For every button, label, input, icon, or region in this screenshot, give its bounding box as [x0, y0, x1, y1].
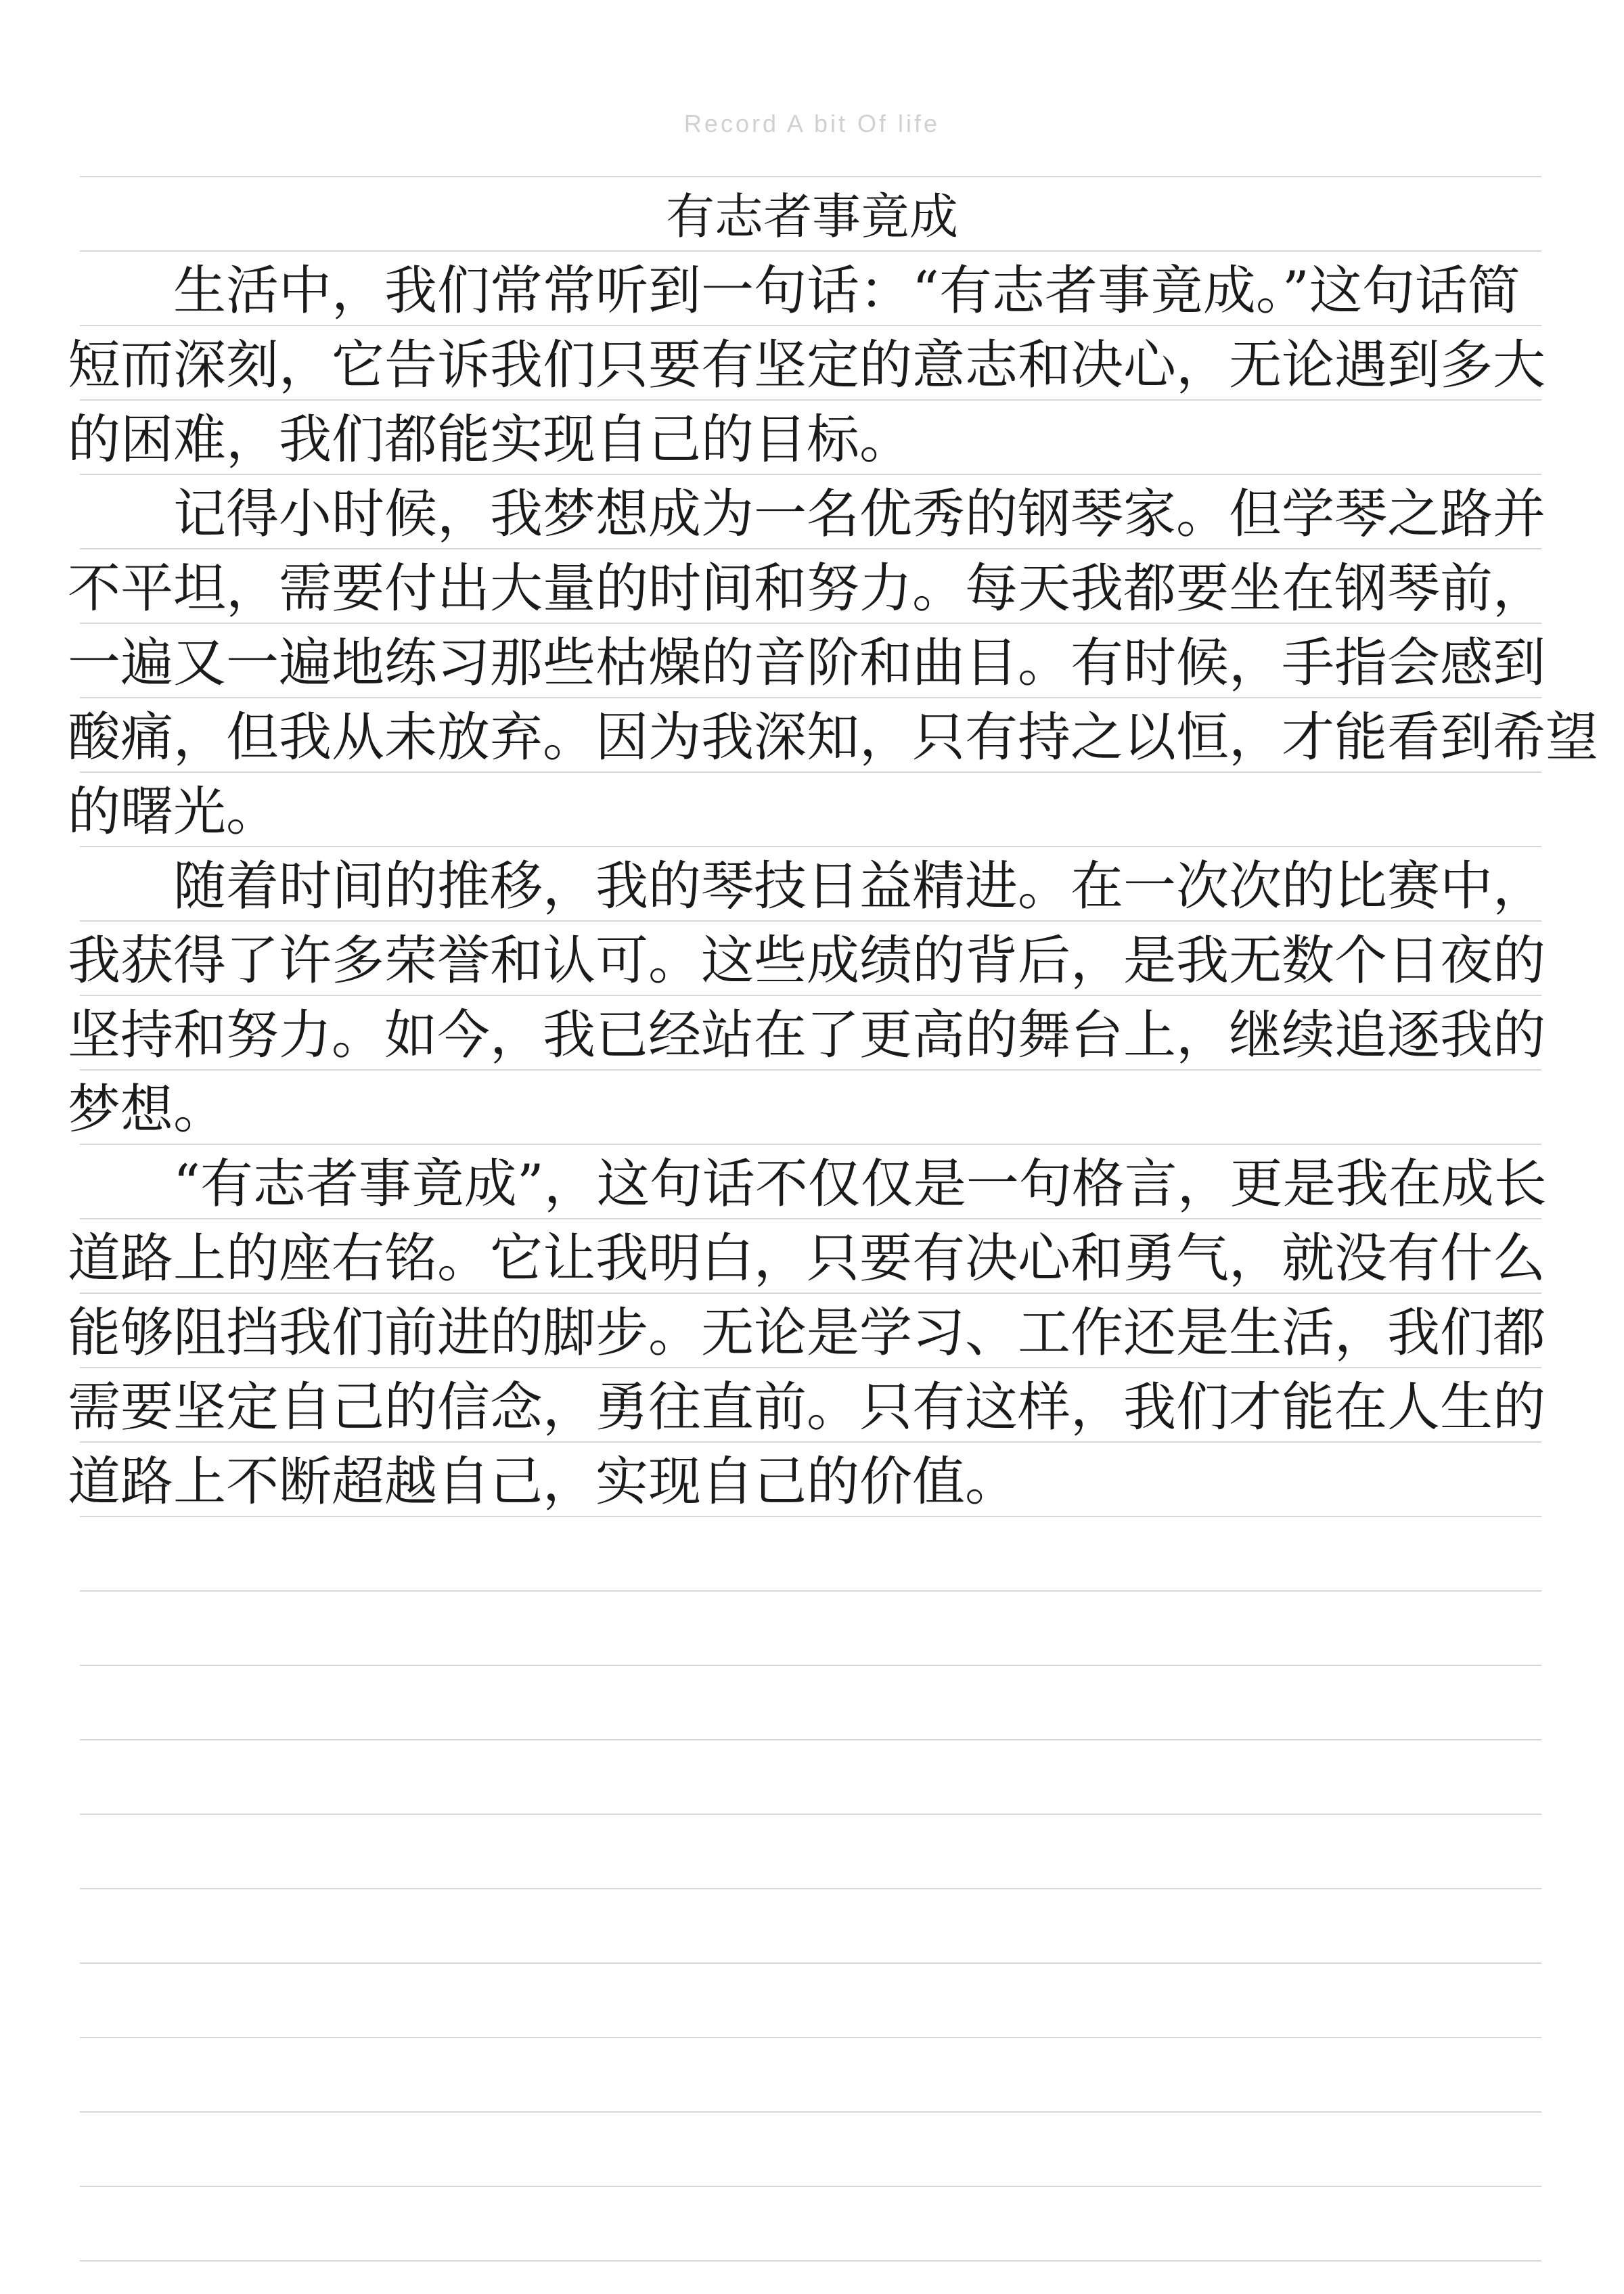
text-line: 能够阻挡我们前进的脚步。无论是学习、工作还是生活，我们都: [68, 1303, 1546, 1364]
text-line: 不平坦，需要付出大量的时间和努力。每天我都要坐在钢琴前，: [68, 558, 1546, 619]
ruled-line: [80, 1144, 1541, 1145]
text-line: 短而深刻，它告诉我们只要有坚定的意志和决心，无论遇到多大: [68, 335, 1546, 396]
page-header: Record A bit Of life: [683, 110, 941, 137]
ruled-line: [80, 176, 1541, 177]
text-line: 需要坚定自己的信念，勇往直前。只有这样，我们才能在人生的: [68, 1377, 1546, 1438]
ruled-line: [80, 2037, 1541, 2038]
ruled-line: [80, 2111, 1541, 2113]
ruled-line: [80, 1888, 1541, 1889]
text-line: 一遍又一遍地练习那些枯燥的音阶和曲目。有时候，手指会感到: [68, 633, 1546, 694]
ruled-line: [80, 2186, 1541, 2187]
text-line: “有志者事竟成”，这句话不仅仅是一句格言，更是我在成长: [68, 1154, 1547, 1215]
ruled-line: [80, 1739, 1541, 1740]
text-line: 坚持和努力。如今，我已经站在了更高的舞台上，继续追逐我的: [68, 1005, 1546, 1066]
text-line: 梦想。: [68, 1079, 227, 1140]
text-line: 的曙光。: [68, 782, 279, 842]
ruled-line: [80, 1590, 1541, 1592]
text-line: 酸痛，但我从未放弃。因为我深知，只有持之以恒，才能看到希望: [68, 707, 1599, 768]
text-line: 随着时间的推移，我的琴技日益精进。在一次次的比赛中，: [68, 856, 1546, 917]
text-line: 生活中，我们常常听到一句话：“有志者事竟成。”这句话简: [68, 261, 1520, 321]
ruled-line: [80, 1962, 1541, 1964]
text-line: 记得小时候，我梦想成为一名优秀的钢琴家。但学琴之路并: [68, 484, 1546, 545]
text-line: 的困难，我们都能实现自己的目标。: [68, 409, 913, 470]
ruled-line: [80, 846, 1541, 847]
ruled-line: [80, 250, 1541, 252]
ruled-line: [80, 1665, 1541, 1666]
ruled-line: [80, 2260, 1541, 2262]
essay-title: 有志者事竟成: [665, 188, 958, 245]
text-line: 道路上不断超越自己，实现自己的价值。: [68, 1452, 1018, 1512]
ruled-line: [80, 1814, 1541, 1815]
text-line: 我获得了许多荣誉和认可。这些成绩的背后，是我无数个日夜的: [68, 930, 1546, 991]
text-line: 道路上的座右铭。它让我明白，只要有决心和勇气，就没有什么: [68, 1228, 1546, 1289]
